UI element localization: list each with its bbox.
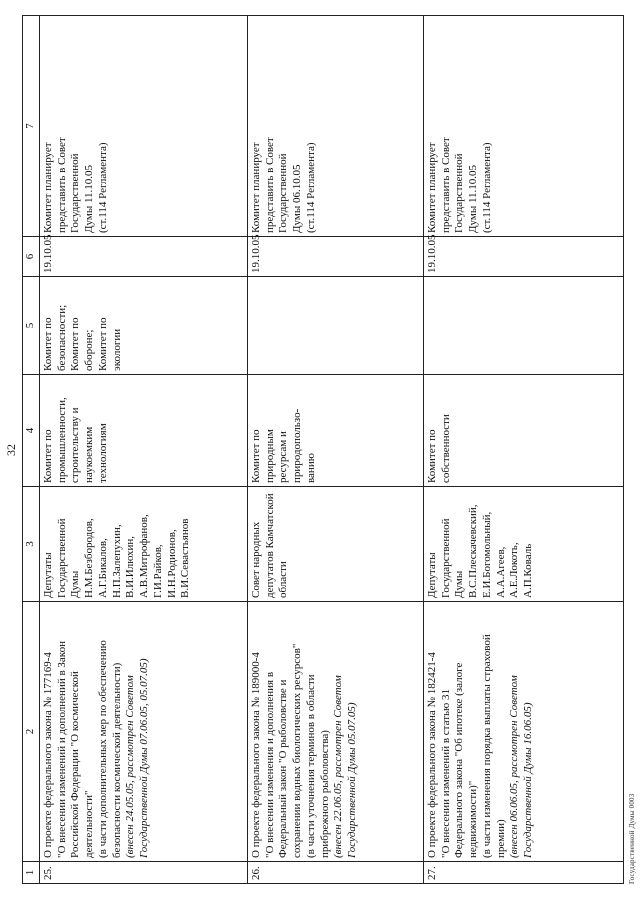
responsible-committee-cell xyxy=(39,375,247,487)
cell-line: Государственной xyxy=(277,153,290,233)
bill-description-cell xyxy=(39,602,247,862)
cell-line: Н.М.Безбородов, xyxy=(83,518,95,598)
bill-description-cell xyxy=(423,602,623,862)
column-number: 2 xyxy=(23,602,40,862)
page-number: 32 xyxy=(4,444,18,456)
cell-line: Государственной xyxy=(439,518,452,598)
column-number: 1 xyxy=(23,862,40,884)
cell-line: Комитет по xyxy=(41,429,54,483)
cell-line: Совет народных xyxy=(249,521,262,598)
cell-line: представить в Совет xyxy=(439,137,452,233)
cell-line: Государственной xyxy=(55,518,68,598)
note-cell xyxy=(247,16,423,237)
cell-line: недвижимости)" xyxy=(467,780,479,858)
cell-line: "О внесении изменений и дополнений в Закон xyxy=(55,641,68,858)
cell-line: прибрежного рыболовства) xyxy=(318,730,331,858)
cell-line: (внесен 24.05.05, рассмотрен Советом xyxy=(124,675,137,858)
cell-line: безопасности; xyxy=(55,304,68,371)
cell-line: Думы xyxy=(69,570,82,598)
cell-line: технологиям xyxy=(96,423,109,483)
cell-line: (внесен 06.06.05, рассмотрен Советом xyxy=(508,675,521,858)
cell-line: Государственной xyxy=(69,153,82,233)
cell-line: Комитет по xyxy=(249,429,262,483)
date-cell: 19.10.05 xyxy=(39,237,247,277)
cell-line: Комитет планирует xyxy=(425,142,438,233)
responsible-committee-cell xyxy=(247,375,423,487)
cell-line: природопользо- xyxy=(291,408,303,483)
cell-line: депутатов Камчатской xyxy=(263,493,276,598)
cell-line: Депутаты xyxy=(41,552,54,598)
cell-line: О проекте федерального закона № 189000-4 xyxy=(249,652,262,858)
cell-line: В.И.Севастьянов xyxy=(179,518,192,598)
cell-line: Государственной Думы 05.07.05) xyxy=(346,702,358,858)
date-cell: 19.10.05 xyxy=(423,237,623,277)
authors-cell xyxy=(423,487,623,602)
cell-line: экологии xyxy=(110,328,123,371)
cell-line: Государственной Думы 16.06.05) xyxy=(522,702,534,858)
table-row xyxy=(423,16,623,884)
cell-line: представить в Совет xyxy=(55,137,68,233)
cell-line: (в части дополнительных мер по обеспечению xyxy=(96,640,109,858)
cell-line: "О внесении изменений в статью 31 xyxy=(439,689,452,858)
cell-line: А.П.Коваль xyxy=(522,543,534,598)
cell-line: А.Г.Бикалов, xyxy=(96,538,109,598)
column-number: 6 xyxy=(23,237,40,277)
co-committee-cell xyxy=(39,277,247,375)
note-cell xyxy=(423,16,623,237)
cell-line: Е.И.Богомольный, xyxy=(480,511,493,598)
cell-line: Комитет по xyxy=(425,429,438,483)
column-number-row xyxy=(23,16,40,884)
cell-line: представить в Совет xyxy=(263,137,276,233)
cell-line: (в части изменения порядка выплаты страховой xyxy=(480,634,493,858)
authors-cell xyxy=(39,487,247,602)
cell-line: (в части уточнения терминов в области xyxy=(304,674,317,858)
footer-text: Государственной Думы 0003 xyxy=(628,793,636,884)
cell-line: В.С.Плескачевский, xyxy=(467,504,479,598)
cell-line: Г.И.Райков, xyxy=(151,544,164,598)
cell-line: (ст.114 Регламента) xyxy=(96,142,109,233)
cell-line: (ст.114 Регламента) xyxy=(480,142,493,233)
cell-line: сохранении водных биологических ресурсов" xyxy=(291,643,303,858)
cell-line: безопасности космической деятельности) xyxy=(110,662,123,858)
cell-line: строительству и xyxy=(69,407,82,483)
cell-line: Н.П.Залепухин, xyxy=(110,524,123,598)
cell-line: Думы xyxy=(453,570,466,598)
cell-line: В.И.Илюхин, xyxy=(124,535,137,598)
table-row xyxy=(39,16,247,884)
responsible-committee-cell xyxy=(423,375,623,487)
cell-line: собственности xyxy=(439,414,452,483)
cell-line: Федерального закона "Об ипотеке (залоге xyxy=(453,662,466,858)
cell-line: ресурсам и xyxy=(277,431,290,483)
cell-line: Государственной Думы 07.06.05, 05.07.05) xyxy=(138,658,150,858)
cell-line: Думы 06.10.05 xyxy=(291,164,303,233)
cell-line: Комитет по xyxy=(41,317,54,371)
cell-line: деятельности" xyxy=(83,790,95,858)
table-row xyxy=(247,16,423,884)
cell-line: О проекте федерального закона № 182421-4 xyxy=(425,652,438,858)
cell-line: обороне; xyxy=(83,329,95,371)
cell-line: промышленности, xyxy=(55,397,68,483)
row-number-cell: 27. xyxy=(423,862,623,884)
cell-line: А.А.Агеев, xyxy=(494,546,507,598)
cell-line: (ст.114 Регламента) xyxy=(304,142,317,233)
co-committee-cell xyxy=(423,277,623,375)
cell-line: природным xyxy=(263,429,276,483)
co-committee-cell xyxy=(247,277,423,375)
cell-line: И.Н.Родионов, xyxy=(165,529,178,598)
row-number-cell: 25. xyxy=(39,862,247,884)
cell-line: Думы 11.10.05 xyxy=(83,164,95,233)
cell-line: Комитет по xyxy=(69,317,82,371)
table-body xyxy=(39,16,623,884)
cell-line: О проекте федерального закона № 177169-4 xyxy=(41,652,54,858)
cell-line: Комитет по xyxy=(96,317,109,371)
cell-line: Комитет планирует xyxy=(249,142,262,233)
date-cell: 19.10.05 xyxy=(247,237,423,277)
authors-cell xyxy=(247,487,423,602)
row-number-cell: 26. xyxy=(247,862,423,884)
column-number: 3 xyxy=(23,487,40,602)
cell-line: наукоемким xyxy=(83,426,95,483)
column-number: 4 xyxy=(23,375,40,487)
cell-line: Российской Федерации "О космической xyxy=(69,671,82,858)
cell-line: Думы 11.10.05 xyxy=(467,164,479,233)
cell-line: А.В.Митрофанов, xyxy=(138,514,150,598)
cell-line: Федеральный закон "О рыболовстве и xyxy=(277,679,290,858)
cell-line: ванию xyxy=(304,453,317,483)
cell-line: Государственной xyxy=(453,153,466,233)
cell-line: (внесен 22.06.05, рассмотрен Советом xyxy=(332,675,345,858)
cell-line: Комитет планирует xyxy=(41,142,54,233)
cell-line: Депутаты xyxy=(425,552,438,598)
column-number: 5 xyxy=(23,277,40,375)
cell-line: А.Е.Локоть, xyxy=(508,542,521,598)
bill-description-cell xyxy=(247,602,423,862)
bills-table xyxy=(22,15,624,884)
cell-line: "О внесении изменения и дополнения в xyxy=(263,671,276,858)
cell-line: области xyxy=(277,561,290,598)
note-cell xyxy=(39,16,247,237)
cell-line: премии) xyxy=(494,819,507,858)
column-number: 7 xyxy=(23,16,40,237)
